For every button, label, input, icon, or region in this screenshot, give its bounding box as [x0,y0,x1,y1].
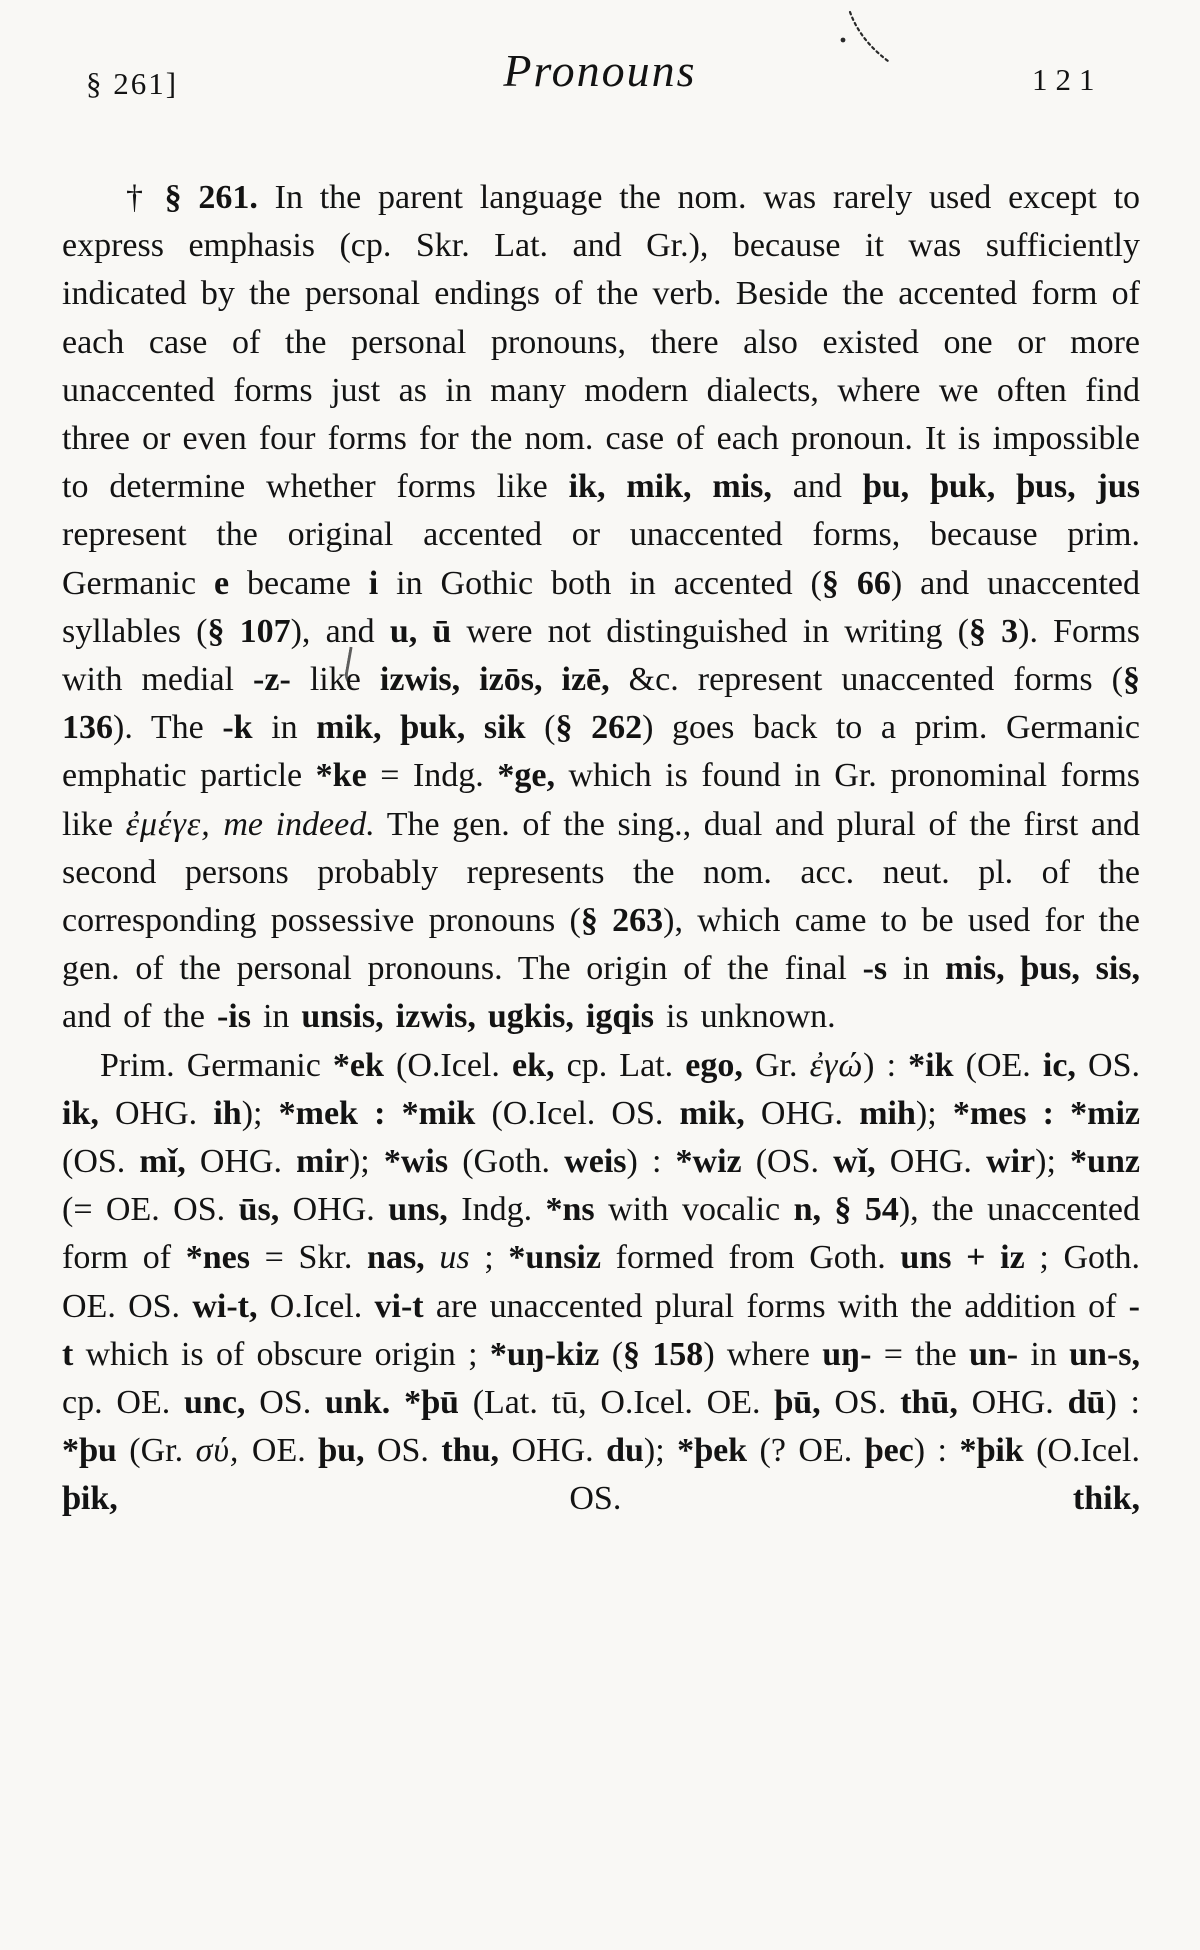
cited-form-bold: þec [864,1432,914,1470]
text-run: = the [871,1335,969,1373]
cited-form-bold: mik, þuk, sik [316,709,526,747]
text-run: (Lat. tū, O.Icel. OE. [458,1384,775,1422]
text-run: OE. [239,1432,319,1470]
section-reference: § 261] [86,66,179,101]
cited-form-bold: þik, [62,1480,118,1518]
cited-form-bold: mih [859,1094,916,1132]
text-run: ( [525,709,556,747]
text-run: like [290,661,380,699]
cited-form-bold: -z- [253,661,291,699]
cited-form-bold: weis [564,1143,627,1181]
cited-form-bold: -t [62,1287,1140,1373]
cited-form-bold: *mek : *mik [278,1094,476,1132]
text-run: In the parent language the nom. was rarely used except to express emphasis (cp. Skr. Lat. and Gr.), because it was sufficiently indicated by the personal endings of the verb. Beside the accented form of each case of the personal pronouns, there also existed one or more unaccented forms just as in many modern dialects, where we often find three or even four forms for the nom. case of each pronoun. It is impossible to determine whether forms like [62,179,1141,506]
text-run: (Gr. [116,1432,196,1470]
text-run: ) where [703,1335,823,1373]
page-title: Pronouns [503,45,697,96]
cited-form-bold: unk. [325,1384,391,1422]
cited-form-bold: e [213,564,230,602]
text-run: Gr. [742,1046,810,1084]
scan-artifact-pen-stroke [826,6,916,72]
text-run: ( [599,1335,624,1373]
text-run: and of the [62,998,217,1036]
cited-form-bold: unsis, izwis, ugkis, igqis [301,998,654,1036]
text-run: ) : [626,1143,676,1181]
text-run: (OS. [62,1143,140,1181]
text-run: are unaccented plural forms with the addition of [423,1287,1129,1325]
text-run: were not distinguished in writing ( [451,612,969,650]
text-run: (O.Icel. OS. [475,1094,680,1132]
cited-form-bold: uŋ- [822,1335,872,1373]
cited-form-bold: ek, [511,1046,555,1084]
cited-form-bold: § 136 [62,661,1141,747]
text-run: OHG. [185,1143,297,1181]
text-run: ); [348,1143,384,1181]
text-run: formed from Goth. [600,1239,901,1277]
text-run: (Goth. [448,1143,565,1181]
cited-form-bold: wir [986,1143,1036,1181]
greek-form: σύ, [195,1432,240,1470]
cited-form-bold: *wis [383,1143,449,1181]
text-run: OS. [820,1384,901,1422]
text-run: and [771,468,863,506]
cited-form-bold: thū, [900,1384,958,1422]
text-run: ; [469,1239,509,1277]
text-run: ); [1035,1143,1071,1181]
cited-form-bold: ic, [1042,1046,1076,1084]
cited-form-bold: ego, [685,1046,743,1084]
cited-form-bold: *þik [959,1432,1024,1470]
text-run: (OE. [953,1046,1043,1084]
paragraph-261-intro [62,174,1140,1042]
cited-form-bold: *ik [908,1046,954,1084]
text-run: ; Goth. OE. OS. [62,1239,1141,1325]
text-run: ). The [113,709,223,747]
cited-form-bold: § 3 [968,612,1019,650]
text-run: in [252,709,317,747]
cited-form-bold: *unz [1070,1143,1140,1181]
cited-form-bold: § 66 [821,564,891,602]
text-run: in [1018,1335,1070,1373]
cited-form-bold: þu, [318,1432,365,1470]
cited-form-bold: *wiz [675,1143,742,1181]
cited-form-bold: un- [968,1335,1019,1373]
cited-form-bold: thik, [1072,1480,1140,1518]
text-run: &c. represent unaccented forms ( [609,661,1124,699]
text-run: (? OE. [747,1432,865,1470]
text-run: which is found in Gr. pronominal forms like [62,757,1140,843]
cited-form-bold: n, § 54 [793,1191,899,1229]
cited-form-bold: mis, þus, sis, [945,950,1140,988]
text-run: † [126,179,165,216]
text-run: ); [241,1094,279,1132]
paragraph-prim-germanic-forms [62,1042,1140,1524]
text-run: in Gothic both in accented ( [378,564,822,602]
text-run: ), the unaccented form of [62,1191,1140,1277]
cited-form-bold: wǐ, [833,1143,876,1181]
cited-form-bold: izwis, izōs, izē, [379,661,610,699]
cited-form-bold: ik, [62,1094,99,1132]
cited-form-bold: vi-t [374,1287,424,1325]
text-run: ); [915,1094,953,1132]
text-run: OHG. [744,1094,860,1132]
cited-form-bold: mir [296,1143,349,1181]
page-number: 121 [1032,62,1103,97]
text-run: with vocalic [594,1191,794,1229]
text-run: (O.Icel. [383,1046,512,1084]
gloss-italic: me indeed. [223,805,375,843]
greek-form: ἐγώ [809,1046,864,1084]
text-run: = Skr. [249,1239,368,1277]
cited-form-bold: thu, [441,1432,500,1470]
cited-form-bold: *ke [315,757,367,795]
cited-form-bold: ik, mik, mis, [568,468,772,506]
text-run [211,806,224,843]
cited-form-bold: § 158 [623,1335,704,1373]
cited-form-bold: *þek [677,1432,748,1470]
text-run: ); [643,1432,678,1470]
gloss-italic: us [439,1239,470,1277]
page-body-text [62,174,1140,1524]
text-run: O.Icel. [257,1287,375,1325]
cited-form-bold: *ge, [497,757,555,795]
cited-form-bold: -k [222,709,253,747]
running-head [0,0,1200,120]
cited-form-bold: *ns [545,1191,595,1229]
cited-form-bold: -is [216,998,251,1036]
text-run: OHG. [957,1384,1068,1422]
cited-form-bold: mik, [679,1094,745,1132]
cited-form-bold: u, ū [389,612,452,650]
text-run: OS. [245,1384,326,1422]
cited-form-bold: *ek [332,1046,384,1084]
text-run: became [229,564,369,602]
cited-form-bold: unc, [184,1384,246,1422]
text-run: ). Forms with medial [62,612,1141,699]
text-run: in [887,950,946,988]
text-run: cp. Lat. [554,1046,686,1084]
text-run: (= OE. OS. [62,1191,239,1229]
text-run: OHG. [875,1143,987,1181]
cited-form-bold: § 107 [207,612,291,650]
cited-form-bold: -s [862,950,888,988]
cited-form-bold: du [606,1432,644,1470]
cited-form-bold: dū [1067,1384,1106,1422]
text-run: is unknown. [653,998,836,1036]
text-run: OHG. [499,1432,607,1470]
text-run: OS. [1075,1046,1141,1084]
text-run: OS. [364,1432,442,1470]
cited-form-bold: *nes [185,1239,250,1277]
text-run: in [250,998,302,1036]
cited-form-bold: nas, [367,1239,425,1277]
cited-form-bold: ūs, [238,1191,280,1229]
text-run: The gen. of the sing., dual and plural of the first and second persons probably represents the nom. acc. neut. pl. of the corresponding possessive pronouns ( [62,805,1141,940]
text-run: which is of obscure origin ; [73,1335,490,1373]
text-run: ), and [290,612,390,650]
text-run: Prim. Germanic [100,1046,333,1084]
text-run: cp. OE. [62,1384,185,1422]
cited-form-bold: § 262 [555,709,643,747]
cited-form-bold: mǐ, [139,1143,186,1181]
text-run: ) goes back to a prim. Germanic emphatic particle [62,709,1140,795]
cited-form-bold: *uŋ-kiz [489,1335,600,1373]
text-run: Indg. [447,1191,546,1229]
text-run: ) : [1105,1384,1141,1422]
cited-form-bold: *unsiz [508,1239,601,1277]
text-run: ), which came to be used for the gen. of the personal pronouns. The origin of the final [62,902,1140,988]
cited-form-bold: þu, þuk, þus, jus [862,468,1140,506]
cited-form-bold: uns, [388,1191,448,1229]
text-run: (O.Icel. [1023,1432,1140,1470]
cited-form-bold: i [368,564,379,602]
text-run: ) and unaccented syllables ( [62,564,1141,650]
cited-form-bold: þū, [774,1384,821,1422]
text-run: ) : [913,1432,960,1470]
text-run: (OS. [741,1143,834,1181]
text-run: OHG. [98,1094,214,1132]
text-run: = Indg. [366,757,498,795]
cited-form-bold: *mes : *miz [952,1094,1140,1132]
cited-form-bold: uns + iz [900,1239,1025,1277]
cited-form-bold: § 261. [164,179,258,216]
cited-form-bold: *þū [404,1384,459,1422]
text-run: OS. [117,1480,1073,1518]
cited-form-bold: § 263 [580,902,664,940]
cited-form-bold: *þu [62,1432,117,1470]
greek-form: ἐμέγε, [125,805,211,843]
cited-form-bold: wi-t, [192,1287,258,1325]
text-run: represent the original accented or unaccented forms, because prim. Germanic [62,516,1140,602]
cited-form-bold: un-s, [1069,1335,1140,1373]
text-run [390,1384,404,1421]
text-run: ) : [863,1046,909,1084]
text-run [425,1239,440,1276]
cited-form-bold: ih [213,1094,242,1132]
text-run: OHG. [279,1191,389,1229]
